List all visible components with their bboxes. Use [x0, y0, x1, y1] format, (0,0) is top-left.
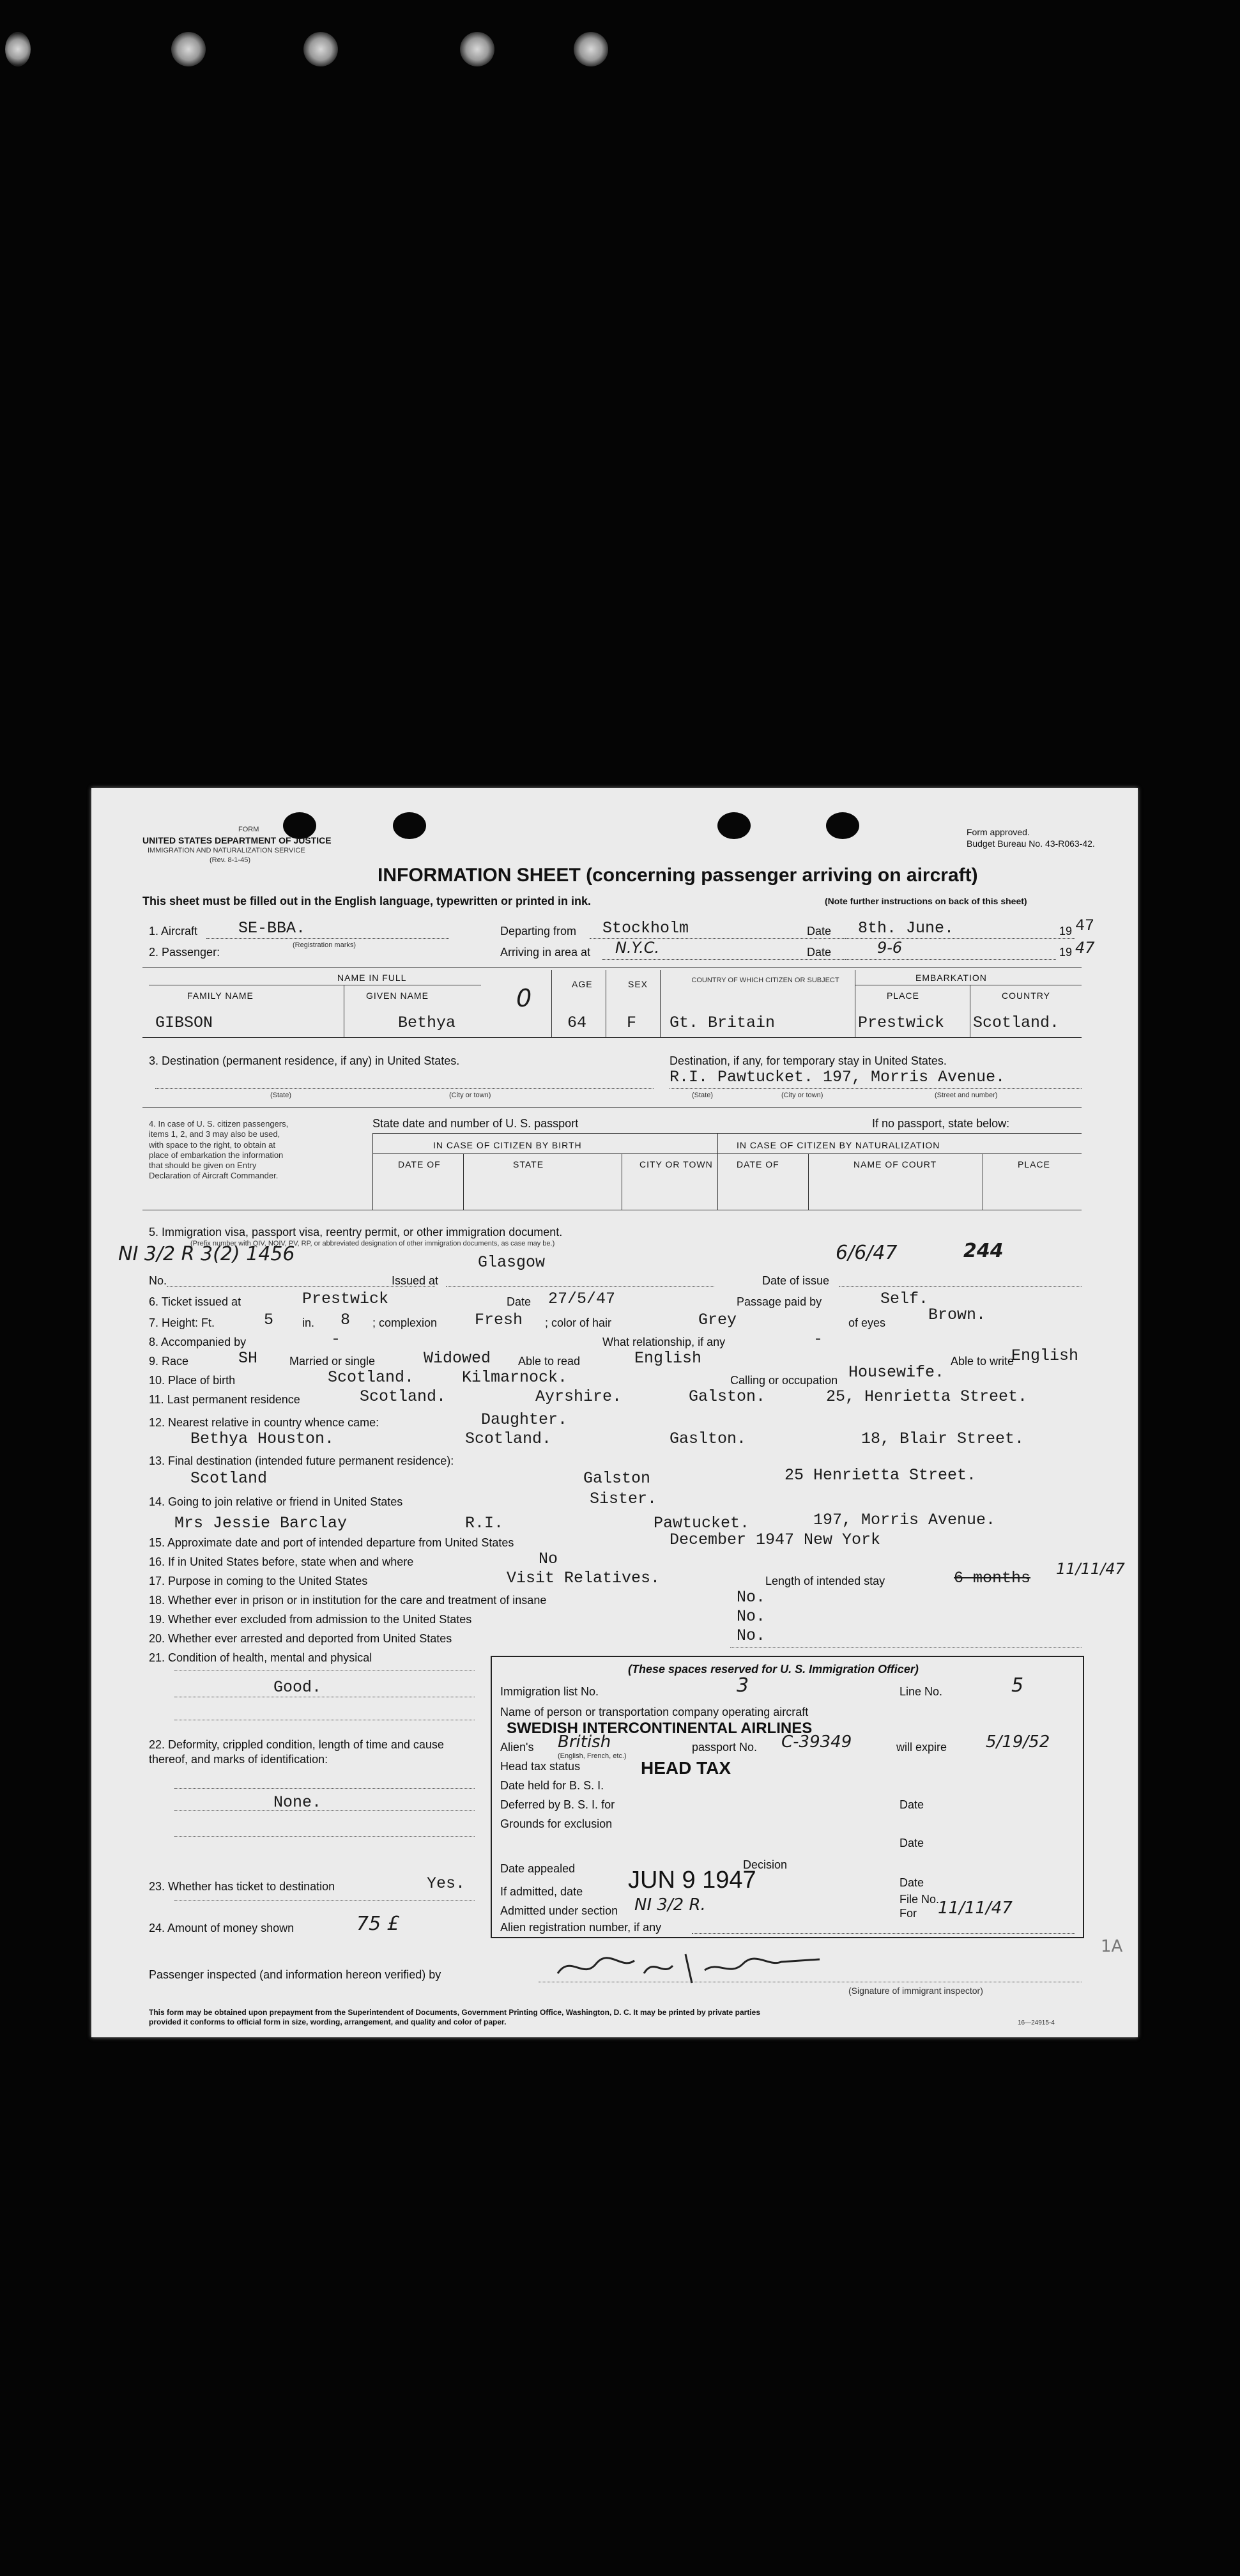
film-mark: [5, 32, 31, 66]
able-to-read-label: Able to read: [518, 1355, 581, 1368]
nearest-relative-label: 12. Nearest relative in country whence came:: [149, 1416, 379, 1429]
side-mark: 1A: [1101, 1937, 1123, 1956]
length-of-stay-label: Length of intended stay: [765, 1575, 885, 1587]
relative-relationship-value: Daughter.: [481, 1410, 568, 1429]
city-caption: (City or town): [781, 1091, 823, 1099]
aircraft-label: 1. Aircraft: [149, 925, 198, 937]
residence-city-value: Galston.: [689, 1387, 766, 1406]
complexion-value: Fresh: [475, 1311, 523, 1329]
agency-name: UNITED STATES DEPARTMENT OF JUSTICE: [142, 835, 332, 845]
line-no-value: 5: [1011, 1674, 1024, 1697]
deferred-label: Deferred by B. S. I. for: [500, 1798, 615, 1811]
passenger-label: 2. Passenger:: [149, 946, 220, 959]
film-edge-marks: [0, 19, 1240, 89]
deformity-label: 22. Deformity, crippled condition, length of time and cause thereof, and marks of identification:: [149, 1738, 444, 1766]
health-label: 21. Condition of health, mental and physical: [149, 1651, 372, 1664]
visa-annotation: 244: [963, 1240, 1004, 1262]
sex-value: F: [627, 1014, 637, 1032]
us-passport-label: State date and number of U. S. passport: [372, 1117, 579, 1130]
able-to-read-value: English: [634, 1349, 702, 1368]
arriving-value: N.Y.C.: [615, 939, 660, 957]
able-to-write-label: Able to write: [951, 1355, 1014, 1368]
citizen-by-naturalization-header: IN CASE OF CITIZEN BY NATURALIZATION: [737, 1140, 940, 1150]
information-sheet: [91, 788, 1138, 2037]
form-label: FORM: [238, 826, 259, 833]
alien-label: Alien's: [500, 1741, 534, 1754]
departure-label: 15. Approximate date and port of intended departure from United States: [149, 1536, 514, 1549]
officer-box-header: (These spaces reserved for U. S. Immigration Officer): [628, 1663, 919, 1676]
film-mark: [303, 32, 338, 66]
issued-at-value: Glasgow: [478, 1253, 546, 1272]
arriving-label: Arriving in area at: [500, 946, 591, 959]
citizen-note: 4. In case of U. S. citizen passengers, items 1, 2, and 3 may also be used, with space to the right, to obtain at place of embarkation the information that should be given on Entry Declaration of Aircraft Commander.: [149, 1119, 289, 1181]
embarkation-header: EMBARKATION: [915, 973, 987, 983]
join-relative-label: 14. Going to join relative or friend in United States: [149, 1495, 403, 1508]
excluded-value: No.: [737, 1607, 766, 1626]
deported-label: 20. Whether ever arrested and deported from United States: [149, 1632, 452, 1645]
col-place: PLACE: [1018, 1159, 1050, 1169]
passport-label: passport No.: [692, 1741, 758, 1754]
street-caption: (Street and number): [935, 1091, 998, 1099]
date-value: 8th. June.: [858, 919, 954, 937]
grounds-date-label: Date: [899, 1837, 924, 1849]
company-value: SWEDISH INTERCONTINENTAL AIRLINES: [507, 1720, 813, 1737]
inspected-label: Passenger inspected (and information hereon verified) by: [149, 1968, 441, 1981]
film-mark: [171, 32, 206, 66]
married-label: Married or single: [289, 1355, 376, 1368]
date2-value: 9-6: [877, 939, 903, 957]
admitted-section-value: NI 3/2 R.: [634, 1895, 706, 1915]
deported-value: No.: [737, 1626, 766, 1645]
deformity-value: None.: [273, 1793, 322, 1812]
race-label: 9. Race: [149, 1355, 189, 1368]
year-value: 47: [1075, 916, 1095, 935]
decision-date-label: Date: [899, 1876, 924, 1889]
year-prefix: 19: [1059, 925, 1073, 937]
admitted-date-stamp: JUN 9 1947: [628, 1867, 756, 1893]
passage-paid-value: Self.: [880, 1290, 929, 1308]
married-value: Widowed: [424, 1349, 491, 1368]
deferred-date-label: Date: [899, 1798, 924, 1811]
country-value: Gt. Britain: [670, 1014, 776, 1032]
decision-label: Decision: [743, 1858, 788, 1871]
join-city-value: Pawtucket.: [654, 1514, 750, 1532]
hair-color-value: Grey: [698, 1311, 737, 1329]
form-title: INFORMATION SHEET (concerning passenger arriving on aircraft): [378, 865, 978, 886]
ticket-destination-value: Yes.: [427, 1874, 466, 1893]
occupation-label: Calling or occupation: [730, 1374, 838, 1387]
col-place: PLACE: [887, 991, 919, 1001]
issued-at-label: Issued at: [392, 1274, 439, 1287]
race-value: SH: [238, 1349, 258, 1368]
given-name-mark: 0: [516, 984, 532, 1012]
state-caption: (State): [692, 1091, 714, 1099]
eye-color-value: Brown.: [928, 1306, 986, 1324]
residence-region-value: Ayrshire.: [535, 1387, 622, 1406]
company-label: Name of person or transportation company operating aircraft: [500, 1706, 809, 1718]
date-of-issue-label: Date of issue: [762, 1274, 830, 1287]
prison-value: No.: [737, 1588, 766, 1607]
state-caption: (State): [270, 1091, 292, 1099]
for-label: For: [899, 1907, 917, 1920]
excluded-label: 19. Whether ever excluded from admission to the United States: [149, 1613, 472, 1626]
birth-country-value: Scotland.: [328, 1368, 415, 1387]
relative-name-value: Bethya Houston.: [190, 1430, 335, 1448]
length-of-stay-value: 6 months: [954, 1569, 1031, 1587]
able-to-write-value: English: [1011, 1346, 1079, 1365]
expire-label: will expire: [896, 1741, 947, 1754]
birth-city-value: Kilmarnock.: [462, 1368, 568, 1387]
stay-annotation: 11/11/47: [1056, 1560, 1125, 1578]
family-name-value: GIBSON: [155, 1014, 213, 1032]
height-in-value: 8: [341, 1311, 351, 1329]
inspector-signature: [551, 1948, 826, 1986]
departing-value: Stockholm: [602, 919, 689, 937]
form-approved: Form approved.: [967, 827, 1030, 837]
punch-hole: [717, 812, 751, 839]
alien-registration-label: Alien registration number, if any: [500, 1921, 662, 1934]
residence-country-value: Scotland.: [360, 1387, 447, 1406]
col-sex: SEX: [628, 979, 648, 989]
money-value: 75 £: [356, 1913, 399, 1935]
join-relationship-value: Sister.: [590, 1490, 657, 1508]
appealed-label: Date appealed: [500, 1862, 576, 1875]
age-value: 64: [567, 1014, 587, 1032]
city-caption: (City or town): [449, 1091, 491, 1099]
ticket-destination-label: 23. Whether has ticket to destination: [149, 1880, 335, 1893]
destination-label: 3. Destination (permanent residence, if any) in United States.: [149, 1054, 460, 1067]
visa-sublabel: (Prefix number with QIV, NQIV, PV, RP, or abbreviated designation of other immigration documents, as case may be.): [190, 1240, 555, 1247]
budget-number: Budget Bureau No. 43-R063-42.: [967, 838, 1095, 849]
head-tax-stamp: HEAD TAX: [641, 1758, 731, 1778]
col-family-name: FAMILY NAME: [187, 991, 254, 1001]
admitted-section-label: Admitted under section: [500, 1904, 618, 1917]
col-country: COUNTRY OF WHICH CITIZEN OR SUBJECT: [691, 976, 839, 984]
col-date-of: DATE OF: [398, 1159, 441, 1169]
purpose-label: 17. Purpose in coming to the United States: [149, 1575, 368, 1587]
col-emb-country: COUNTRY: [1002, 991, 1050, 1001]
head-tax-label: Head tax status: [500, 1760, 581, 1773]
ticket-issued-label: 6. Ticket issued at: [149, 1295, 241, 1308]
col-date-of: DATE OF: [737, 1159, 779, 1169]
final-destination-label: 13. Final destination (intended future permanent residence):: [149, 1454, 454, 1467]
complexion-label: ; complexion: [372, 1316, 438, 1329]
film-mark: [460, 32, 494, 66]
held-bsi-label: Date held for B. S. I.: [500, 1779, 604, 1792]
ticket-issued-value: Prestwick: [302, 1290, 389, 1308]
ticket-date-value: 27/5/47: [548, 1290, 616, 1308]
final-street-value: 25 Henrietta Street.: [785, 1466, 977, 1485]
admitted-date-label: If admitted, date: [500, 1885, 583, 1898]
relative-country-value: Scotland.: [465, 1430, 552, 1448]
final-city-value: Galston: [583, 1469, 651, 1488]
height-label: 7. Height: Ft.: [149, 1316, 215, 1329]
name-in-full-header: NAME IN FULL: [337, 973, 407, 983]
temporary-destination-label: Destination, if any, for temporary stay in United States.: [670, 1054, 947, 1067]
money-label: 24. Amount of money shown: [149, 1922, 295, 1934]
last-residence-label: 11. Last permanent residence: [149, 1393, 300, 1406]
alien-sub: (English, French, etc.): [558, 1752, 627, 1760]
agency-service: IMMIGRATION AND NATURALIZATION SERVICE: [148, 847, 305, 854]
join-state-value: R.I.: [465, 1514, 504, 1532]
visa-label: 5. Immigration visa, passport visa, reentry permit, or other immigration document.: [149, 1226, 563, 1238]
form-note: (Note further instructions on back of this sheet): [825, 896, 1027, 906]
place-value: Prestwick: [858, 1014, 945, 1032]
final-country-value: Scotland: [190, 1469, 268, 1488]
form-instructions: This sheet must be filled out in the English language, typewritten or printed in ink.: [142, 895, 592, 907]
visa-no-label: No.: [149, 1274, 167, 1287]
departure-value: December 1947 New York: [670, 1531, 881, 1549]
date-of-issue-value: 6/6/47: [836, 1242, 898, 1264]
col-name-of-court: NAME OF COURT: [853, 1159, 937, 1169]
year2-prefix: 19: [1059, 946, 1073, 959]
previous-visit-label: 16. If in United States before, state when and where: [149, 1555, 414, 1568]
departing-label: Departing from: [500, 925, 577, 937]
for-value: 11/11/47: [938, 1899, 1013, 1918]
expire-value: 5/19/52: [986, 1732, 1050, 1752]
visa-number-value: NI 3/2 R 3(2) 1456: [118, 1243, 295, 1265]
residence-street-value: 25, Henrietta Street.: [826, 1387, 1028, 1406]
relationship-value: -: [813, 1330, 823, 1348]
grounds-label: Grounds for exclusion: [500, 1817, 613, 1830]
previous-visit-value: No: [539, 1550, 558, 1568]
ticket-date-label: Date: [507, 1295, 532, 1308]
passage-paid-label: Passage paid by: [737, 1295, 822, 1308]
emb-country-value: Scotland.: [973, 1014, 1060, 1032]
fine-print-line2: provided it conforms to official form in size, wording, arrangement, and quality and color of paper.: [149, 2017, 507, 2026]
col-city-or-town: CITY OR TOWN: [639, 1159, 713, 1169]
fine-print-line1: This form may be obtained upon prepayment from the Superintendent of Documents, Government Printing Office, Washington, D. C. It may be printed by private parties: [149, 2008, 760, 2017]
occupation-value: Housewife.: [848, 1363, 945, 1382]
citizen-by-birth-header: IN CASE OF CITIZEN BY BIRTH: [433, 1140, 582, 1150]
given-name-value: Bethya: [398, 1014, 456, 1032]
film-mark: [574, 32, 608, 66]
join-street-value: 197, Morris Avenue.: [813, 1511, 996, 1529]
punch-hole: [393, 812, 426, 839]
passport-value: C-39349: [781, 1732, 852, 1752]
col-given-name: GIVEN NAME: [366, 991, 429, 1001]
signature-caption: (Signature of immigrant inspector): [848, 1986, 983, 1996]
year2-value: 47: [1075, 939, 1095, 957]
prison-label: 18. Whether ever in prison or in institution for the care and treatment of insane: [149, 1594, 547, 1607]
temporary-destination-value: R.I. Pawtucket. 197, Morris Avenue.: [670, 1068, 1006, 1086]
col-state: STATE: [513, 1159, 544, 1169]
print-code: 16—24915-4: [1018, 2019, 1055, 2026]
punch-hole: [826, 812, 859, 839]
registration-caption: (Registration marks): [293, 941, 356, 949]
immigration-list-value: 3: [737, 1674, 749, 1697]
health-value: Good.: [273, 1678, 322, 1697]
alien-value: British: [558, 1732, 611, 1752]
date-label: Date: [807, 925, 832, 937]
birthplace-label: 10. Place of birth: [149, 1374, 236, 1387]
relative-city-value: Gaslton.: [670, 1430, 747, 1448]
aircraft-value: SE-BBA.: [238, 919, 306, 937]
immigration-list-label: Immigration list No.: [500, 1685, 599, 1698]
no-passport-label: If no passport, state below:: [872, 1117, 1010, 1130]
col-age: AGE: [572, 979, 593, 989]
height-in-label: in.: [302, 1316, 315, 1329]
height-ft-value: 5: [264, 1311, 274, 1329]
purpose-value: Visit Relatives.: [507, 1569, 661, 1587]
accompanied-label: 8. Accompanied by: [149, 1336, 247, 1348]
accompanied-value: -: [331, 1330, 341, 1348]
join-name-value: Mrs Jessie Barclay: [174, 1514, 348, 1532]
file-no-label: File No.: [899, 1893, 940, 1906]
line-no-label: Line No.: [899, 1685, 943, 1698]
form-revision: (Rev. 8-1-45): [210, 856, 250, 864]
relative-street-value: 18, Blair Street.: [861, 1430, 1025, 1448]
eye-color-label: of eyes: [848, 1316, 886, 1329]
date2-label: Date: [807, 946, 832, 959]
relationship-label: What relationship, if any: [602, 1336, 726, 1348]
hair-color-label: ; color of hair: [545, 1316, 612, 1329]
